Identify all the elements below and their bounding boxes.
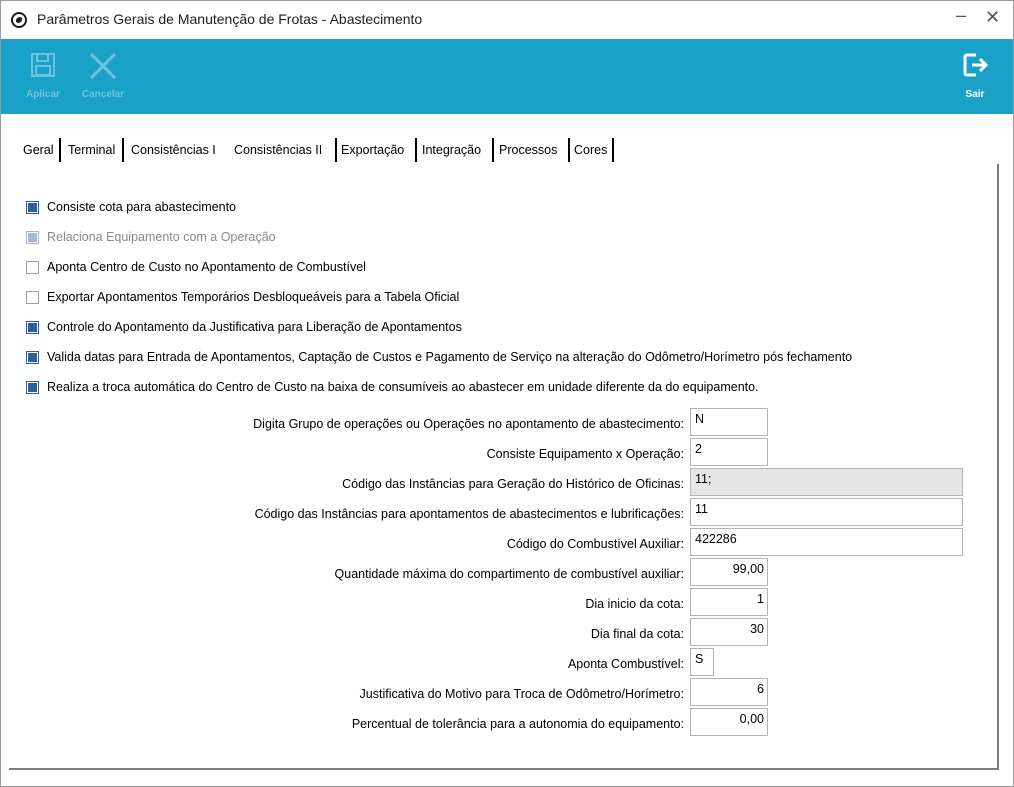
justificativa-motivo-input[interactable]: 6 xyxy=(690,678,768,706)
aponta-combustivel-input[interactable]: S xyxy=(690,648,714,676)
checkbox-box[interactable] xyxy=(26,201,39,214)
field-label-percentual-tolerancia: Percentual de tolerância para a autonomia do equipamento: xyxy=(351,717,684,731)
checkbox-label: Controle do Apontamento da Justificativa para Liberação de Apontamentos xyxy=(47,320,462,334)
tab-cores[interactable]: Cores xyxy=(574,143,608,157)
minimize-button[interactable]: – xyxy=(956,5,967,25)
save-icon xyxy=(29,51,57,79)
field-label-consiste-equipamento: Consiste Equipamento x Operação: xyxy=(486,447,684,461)
combustivel-auxiliar-input[interactable]: 422286 xyxy=(690,528,963,556)
window-title: Parâmetros Gerais de Manutenção de Frotas - Abastecimento xyxy=(37,11,423,27)
toolbar xyxy=(1,39,1013,114)
tab-processos[interactable]: Processos xyxy=(499,143,558,157)
checkbox-label: Exportar Apontamentos Temporários Desbloqueáveis para a Tabela Oficial xyxy=(47,290,460,304)
dia-final-input[interactable]: 30 xyxy=(690,618,768,646)
tab-separator xyxy=(415,138,417,162)
tab-geral[interactable]: Geral xyxy=(23,143,54,157)
consiste-equipamento-input[interactable]: 2 xyxy=(690,438,768,466)
field-label-justificativa-motivo: Justificativa do Motivo para Troca de Odômetro/Horímetro: xyxy=(359,687,684,701)
tab-terminal[interactable]: Terminal xyxy=(68,143,116,157)
tab-separator xyxy=(492,138,494,162)
sair-label: Sair xyxy=(965,89,985,100)
field-label-combustivel-auxiliar: Código do Combustível Auxiliar: xyxy=(506,537,684,551)
checkbox-label: Realiza a troca automática do Centro de Custo na baixa de consumíveis ao abastecer em unidade diferente da do equipamento. xyxy=(47,380,759,394)
tab-consistencias-ii[interactable]: Consistências II xyxy=(234,143,323,157)
field-label-dia-inicio: Dia inicio da cota: xyxy=(585,597,684,611)
tab-integracao[interactable]: Integração xyxy=(422,143,482,157)
tab-separator xyxy=(568,138,570,162)
sair-button[interactable] xyxy=(957,39,993,114)
tab-separator xyxy=(59,138,61,162)
close-button[interactable]: ✕ xyxy=(985,7,1001,27)
tab-separator xyxy=(335,138,337,162)
field-label-quantidade-maxima: Quantidade máxima do compartimento de combustível auxiliar: xyxy=(334,567,684,581)
aplicar-label: Aplicar xyxy=(26,89,60,100)
tab-exportacao[interactable]: Exportação xyxy=(341,143,405,157)
field-label-instancias-apontamentos: Código das Instâncias para apontamentos de abastecimentos e lubrificações: xyxy=(254,507,684,521)
field-label-dia-final: Dia final da cota: xyxy=(590,627,684,641)
field-label-aponta-combustivel: Aponta Combustível: xyxy=(567,657,684,671)
checkbox-box[interactable] xyxy=(26,321,39,334)
aplicar-button[interactable] xyxy=(21,39,65,114)
instancias-apontamentos-input[interactable]: 11 xyxy=(690,498,963,526)
checkbox-box[interactable] xyxy=(26,291,39,304)
cancel-x-icon xyxy=(88,51,118,81)
cancelar-label: Cancelar xyxy=(81,89,125,100)
checkbox-box[interactable] xyxy=(26,261,39,274)
checkbox-label: Aponta Centro de Custo no Apontamento de Combustível xyxy=(47,260,366,274)
exit-icon xyxy=(961,51,989,79)
checkbox-label: Valida datas para Entrada de Apontamentos, Captação de Custos e Pagamento de Serviço na alteração do Odômetro/Horímetro pós fechamento xyxy=(47,350,853,364)
digita-grupo-input[interactable]: N xyxy=(690,408,768,436)
field-label-instancias-historico: Código das Instâncias para Geração do Histórico de Oficinas: xyxy=(342,477,684,491)
checkbox-box[interactable] xyxy=(26,381,39,394)
tab-panel xyxy=(9,164,999,770)
instancias-historico-input[interactable]: 11; xyxy=(690,468,963,496)
tab-separator xyxy=(122,138,124,162)
field-label-digita-grupo: Digita Grupo de operações ou Operações no apontamento de abastecimento: xyxy=(253,417,684,431)
quantidade-maxima-input[interactable]: 99,00 xyxy=(690,558,768,586)
percentual-tolerancia-input[interactable]: 0,00 xyxy=(690,708,768,736)
checkbox-label: Consiste cota para abastecimento xyxy=(47,200,236,214)
checkbox-box[interactable] xyxy=(26,351,39,364)
checkbox-box xyxy=(26,231,39,244)
title-bar xyxy=(1,1,1013,39)
dia-inicio-input[interactable]: 1 xyxy=(690,588,768,616)
content-area xyxy=(9,121,999,771)
app-logo-icon xyxy=(11,12,27,28)
cancelar-button[interactable] xyxy=(75,39,131,114)
tab-consistencias-i[interactable]: Consistências I xyxy=(131,143,216,157)
checkbox-label: Relaciona Equipamento com a Operação xyxy=(47,230,276,244)
tab-separator xyxy=(612,138,614,162)
